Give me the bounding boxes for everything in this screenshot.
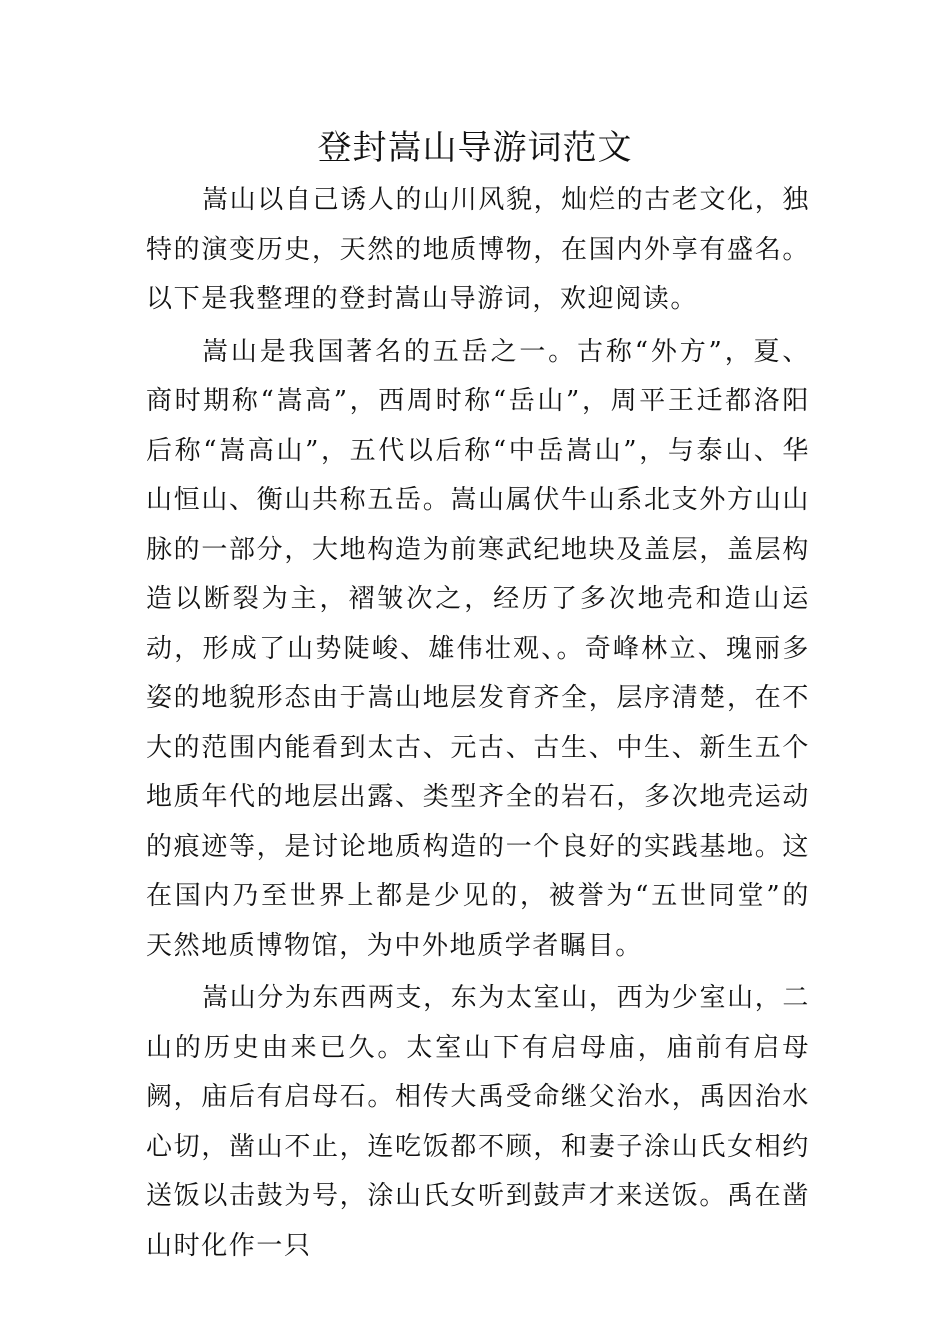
paragraph-intro: 嵩山以自己诱人的山川风貌，灿烂的古老文化，独特的演变历史，天然的地质博物，在国内外享有盛名。以下是我整理的登封嵩山导游词，欢迎阅读。 bbox=[146, 185, 810, 314]
paragraph-geology: 嵩山是我国著名的五岳之一。古称“外方”，夏、商时期称“嵩高”，西周时称“岳山”，周平王迁都洛阳后称“嵩高山”，五代以后称“中岳嵩山”，与泰山、华山恒山、衡山共称五岳。嵩山属伏牛山系北支外方山山脉的一部分，大地构造为前寒武纪地块及盖层，盖层构造以断裂为主，褶皱次之，经历了多次地壳和造山运动，形成了山势陡峻、雄伟壮观、。奇峰林立、瑰丽多姿的地貌形态由于嵩山地层发育齐全，层序清楚，在不大的范围内能看到太古、元古、古生、中生、新生五个地质年代的地层出露、类型齐全的岩石，多次地壳运动的痕迹等，是讨论地质构造的一个良好的实践基地。这在国内乃至世界上都是少见的，被誉为“五世同堂”的天然地质博物馆，为中外地质学者瞩目。 bbox=[146, 336, 810, 961]
paragraph-history: 嵩山分为东西两支，东为太室山，西为少室山，二山的历史由来已久。太室山下有启母庙，庙前有启母阙，庙后有启母石。相传大禹受命继父治水，禹因治水心切，凿山不止，连吃饭都不顾，和妻子涂山氏女相约送饭以击鼓为号，涂山氏女听到鼓声才来送饭。禹在凿山时化作一只 bbox=[146, 983, 810, 1261]
document-title: 登封嵩山导游词范文 bbox=[317, 128, 633, 168]
document-body bbox=[146, 176, 810, 1271]
